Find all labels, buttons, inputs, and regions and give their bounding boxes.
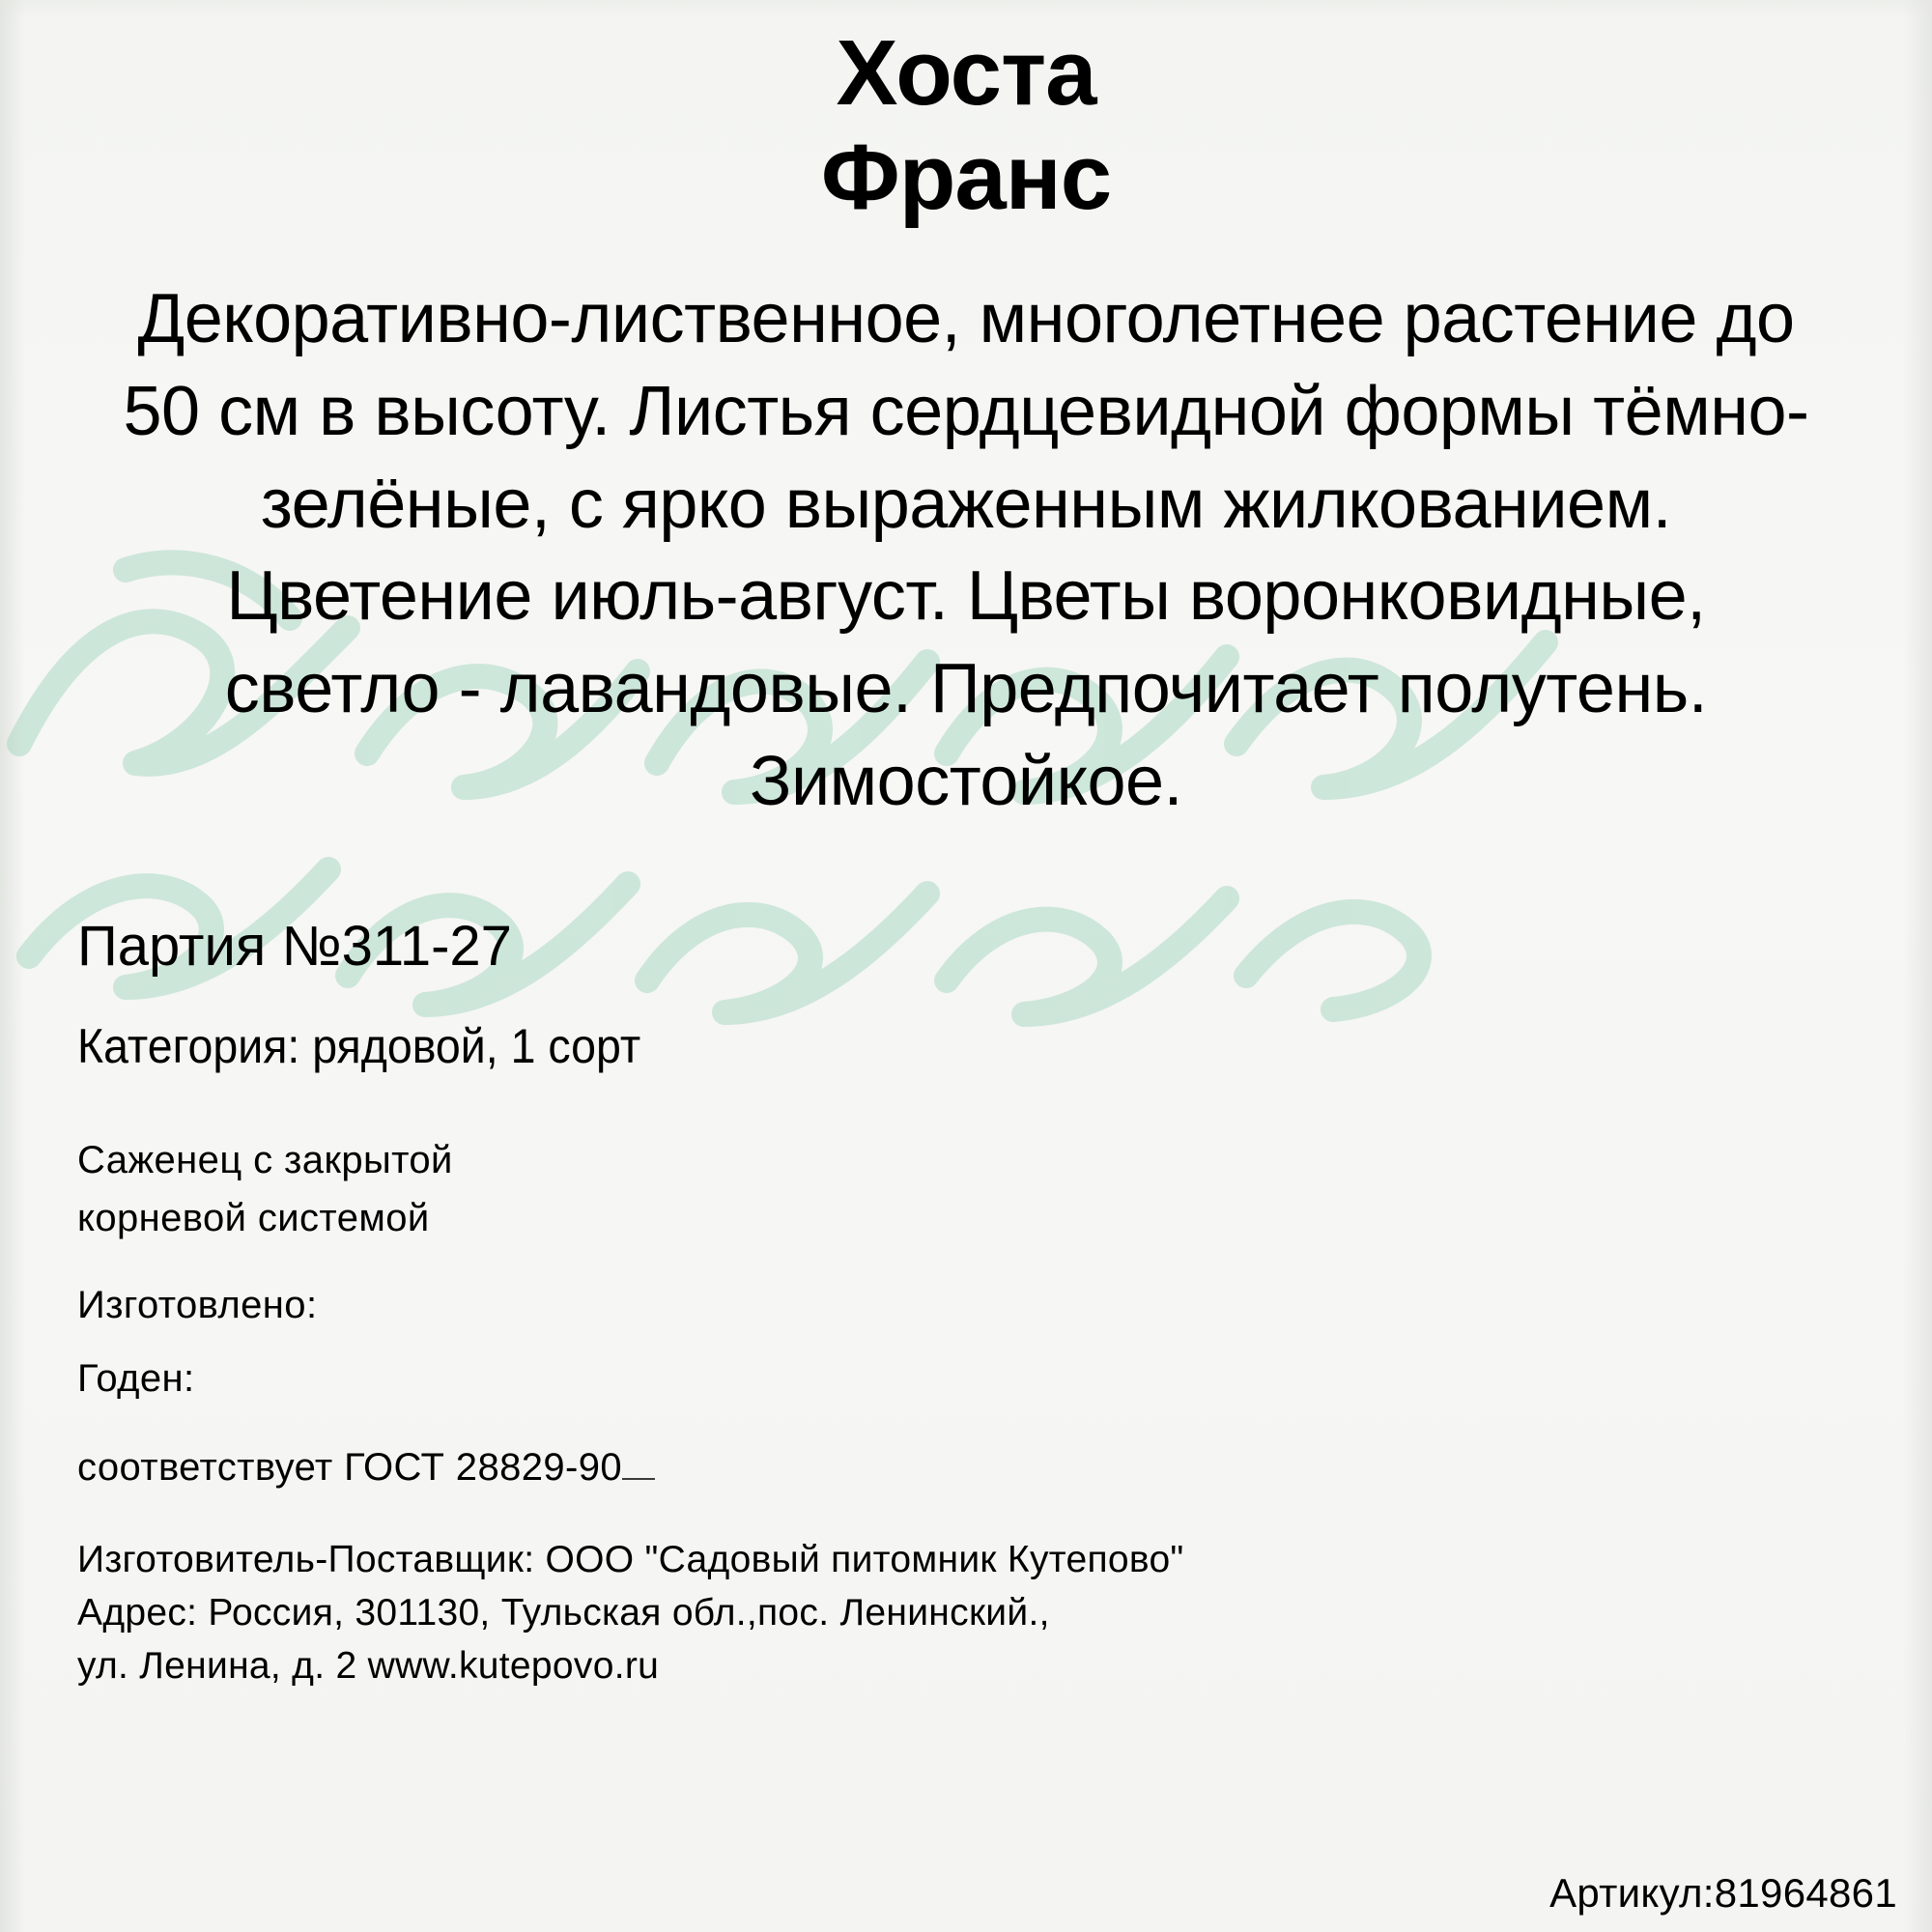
plant-name: Хоста [836, 21, 1096, 125]
supplier-name-line: Изготовитель-Поставщик: ООО "Садовый питомник Кутепово" [77, 1538, 1184, 1580]
batch-number: Партия №311-27 [77, 914, 512, 978]
category-line: Категория: рядовой, 1 сорт [77, 1019, 641, 1074]
seedling-info-line-1: Саженец с закрытой [77, 1138, 453, 1181]
supplier-address-line-2: ул. Ленина, д. 2 www.kutepovo.ru [77, 1645, 660, 1688]
valid-until-label: Годен: [77, 1356, 195, 1400]
plant-variety: Франс [820, 125, 1112, 229]
seedling-info [77, 1131, 1879, 1247]
label-meta [53, 912, 1879, 1693]
supplier-address-line-1: Адрес: Россия, 301130, Тульская обл.,пос. Ленинский., [77, 1591, 1050, 1634]
article-number: Артикул:81964861 [1549, 1870, 1897, 1916]
plant-description: Декоративно-лиственное, многолетнее растение до 50 см в высоту. Листья сердцевидной формы тёмно-зелёные, с ярко выраженным жилкованием. Цветение июль-август. Цветы воронковидные, светло - лавандовые. Предпочитает полутень. Зимостойкое. [123, 280, 1809, 820]
gost-underline [622, 1477, 655, 1480]
supplier-block [77, 1533, 1879, 1693]
spacer [77, 1334, 1879, 1350]
seedling-info-line-2: корневой системой [77, 1196, 430, 1239]
manufactured-label: Изготовлено: [77, 1283, 318, 1326]
gost-compliance [77, 1440, 1879, 1494]
title-block [53, 0, 1879, 229]
gost-text: соответствует ГОСТ 28829-90 [77, 1445, 623, 1489]
